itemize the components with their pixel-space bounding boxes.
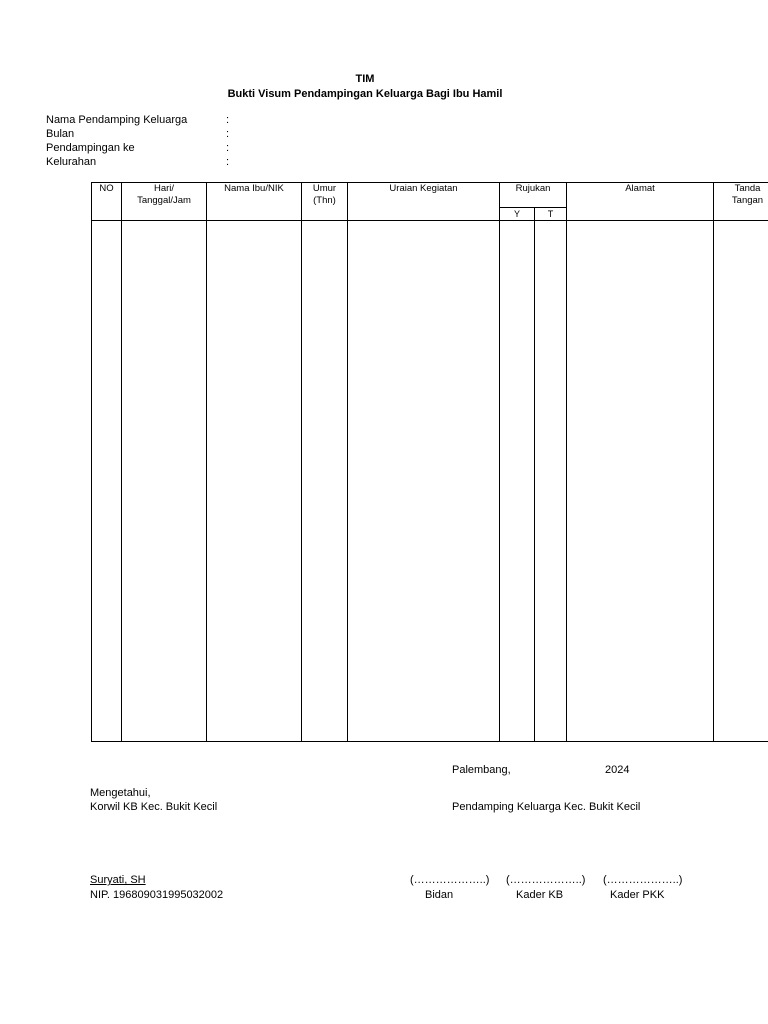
document-subtitle: Bukti Visum Pendampingan Keluarga Bagi Ibu Hamil xyxy=(227,88,503,100)
year-label: 2024 xyxy=(605,764,630,776)
table-row xyxy=(92,221,768,742)
korwil-label: Korwil KB Kec. Bukit Kecil xyxy=(90,801,218,813)
cell-hari-tanggal[interactable] xyxy=(122,221,207,742)
header-no: NO xyxy=(92,183,122,221)
role-kader-pkk: Kader PKK xyxy=(610,889,665,901)
cell-tanda-tangan[interactable] xyxy=(714,221,768,742)
header-umur: Umur (Thn) xyxy=(302,183,348,221)
cell-rujukan-t[interactable] xyxy=(535,221,567,742)
info-label-nama-pendamping: Nama Pendamping Keluarga xyxy=(46,114,188,126)
info-label-pendampingan-ke: Pendampingan ke xyxy=(46,142,135,154)
cell-rujukan-y[interactable] xyxy=(500,221,535,742)
cell-umur[interactable] xyxy=(302,221,348,742)
role-bidan: Bidan xyxy=(425,889,454,901)
header-hari-tanggal: Hari/ Tanggal/Jam xyxy=(122,183,207,221)
signer-nip: NIP. 196809031995032002 xyxy=(90,889,224,901)
role-kader-kb: Kader KB xyxy=(516,889,564,901)
cell-uraian[interactable] xyxy=(348,221,500,742)
header-rujukan-t: T xyxy=(535,208,567,221)
info-colon: : xyxy=(226,128,230,140)
blank-signature-kader-pkk: (………………..) xyxy=(603,874,683,886)
table-header-row xyxy=(92,183,768,208)
info-colon: : xyxy=(226,156,230,168)
info-colon: : xyxy=(226,114,230,126)
header-alamat: Alamat xyxy=(567,183,714,221)
visum-table xyxy=(91,182,768,742)
blank-signature-bidan: (………………..) xyxy=(410,874,490,886)
document-title: TIM xyxy=(355,73,375,85)
info-colon: : xyxy=(226,142,230,154)
info-label-kelurahan: Kelurahan xyxy=(46,156,97,168)
mengetahui-label: Mengetahui, xyxy=(90,787,151,799)
header-rujukan-y: Y xyxy=(500,208,535,221)
place-label: Palembang, xyxy=(452,764,511,776)
header-rujukan: Rujukan xyxy=(500,183,567,208)
cell-nama-ibu[interactable] xyxy=(207,221,302,742)
cell-no[interactable] xyxy=(92,221,122,742)
signer-name: Suryati, SH xyxy=(90,874,146,886)
cell-alamat[interactable] xyxy=(567,221,714,742)
header-tanda-tangan: Tanda Tangan xyxy=(714,183,768,221)
info-label-bulan: Bulan xyxy=(46,128,75,140)
header-nama-ibu: Nama Ibu/NIK xyxy=(207,183,302,221)
blank-signature-kader-kb: (………………..) xyxy=(506,874,586,886)
header-uraian: Uraian Kegiatan xyxy=(348,183,500,221)
pendamping-label: Pendamping Keluarga Kec. Bukit Kecil xyxy=(452,801,641,813)
